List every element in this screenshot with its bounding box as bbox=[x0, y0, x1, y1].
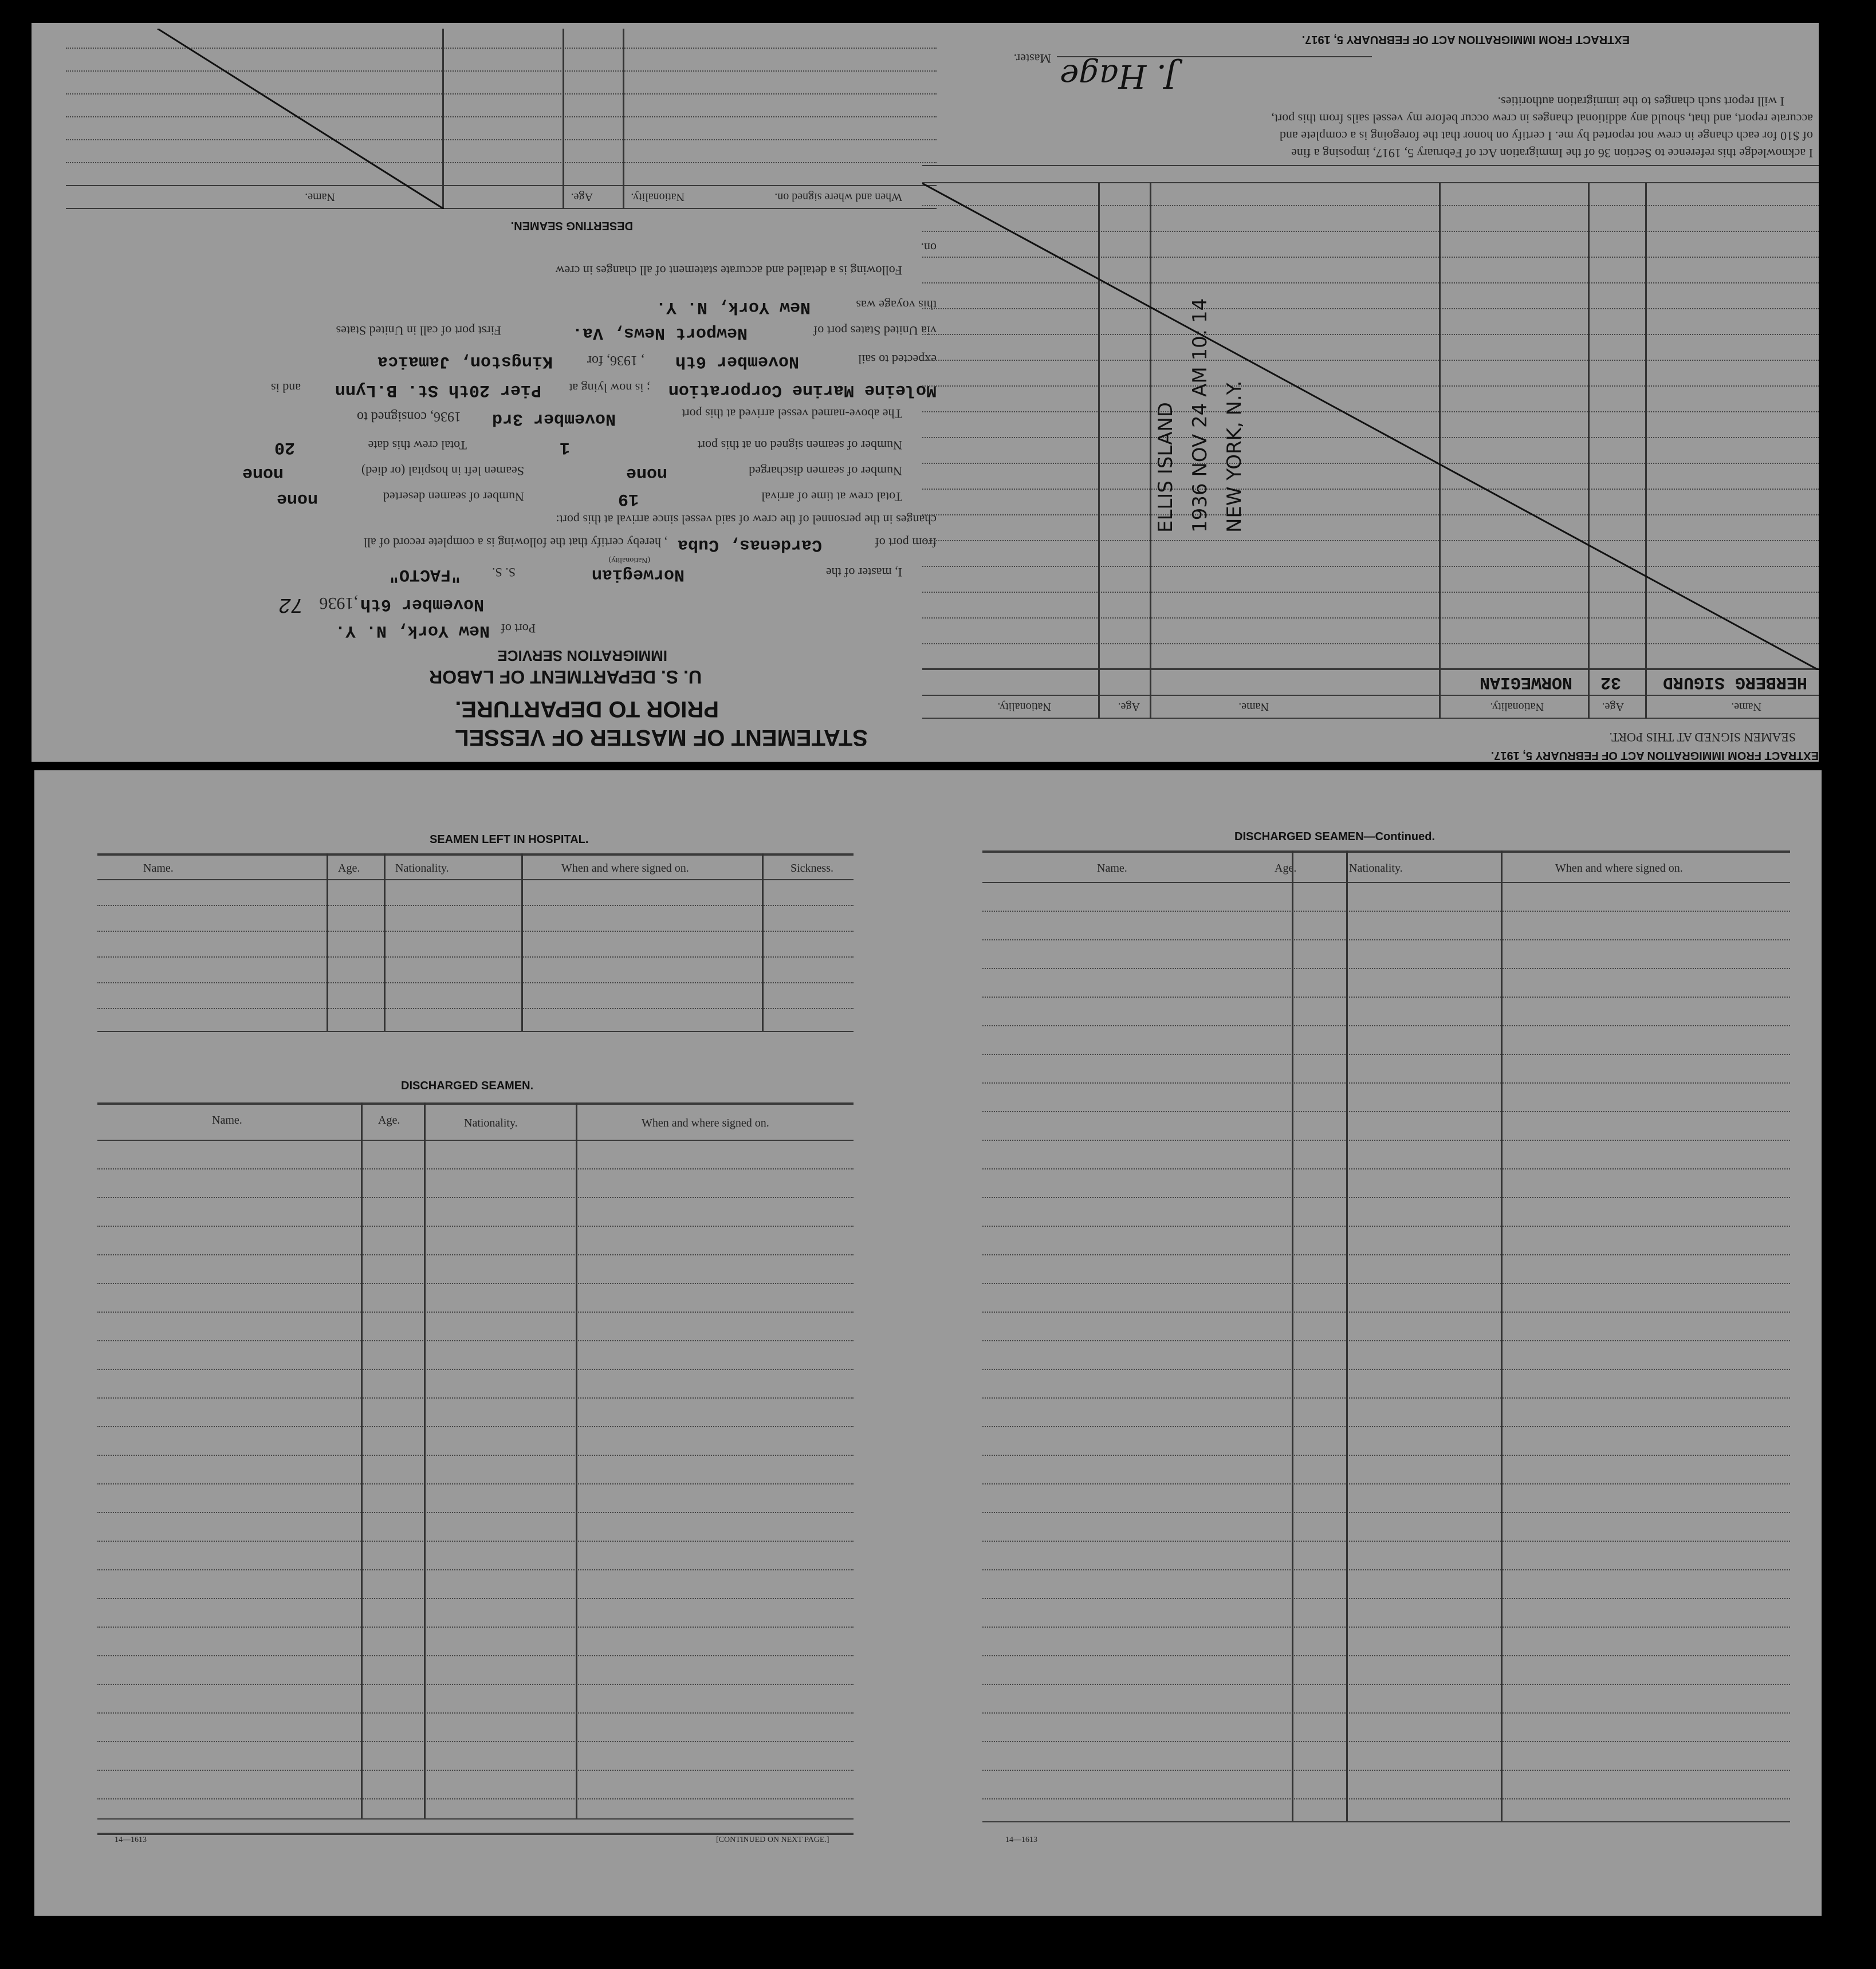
continued-header-nationality: Nationality. bbox=[1349, 862, 1403, 875]
signed-entry-nationality: NORWEGIAN bbox=[1479, 672, 1572, 692]
deserting-header-name: Name. bbox=[305, 191, 335, 203]
left-in-title: SEAMEN LEFT IN HOSPITAL. bbox=[430, 833, 589, 846]
date-value: November 6th bbox=[360, 594, 484, 614]
following-text: Following is a detailed and accurate statement of all changes in crew bbox=[555, 263, 902, 278]
expected-label: expected to sail bbox=[858, 352, 937, 367]
deserting-header-nationality: Nationality. bbox=[631, 191, 685, 203]
stamp-line-3: NEW YORK, N.Y. bbox=[1223, 380, 1246, 533]
first-port-value: New York, N. Y. bbox=[655, 297, 811, 317]
vessel-nationality: Norwegian bbox=[591, 565, 685, 584]
deserting-header-signed-on: When and where signed on. bbox=[774, 191, 902, 203]
voyage-label: this voyage was bbox=[856, 298, 937, 312]
deserting-header-age: Age. bbox=[571, 191, 593, 203]
year-printed: ,1936 bbox=[319, 594, 358, 613]
discharged-header-nationality: Nationality. bbox=[464, 1117, 518, 1129]
left-in-header-nationality: Nationality. bbox=[395, 862, 449, 875]
deserting-title: DESERTING SEAMEN. bbox=[510, 219, 633, 232]
deserted-value: none bbox=[276, 489, 318, 509]
extract-title-visible: EXTRACT FROM IMMIGRATION ACT OF FEBRUARY 5, 1917. bbox=[1301, 33, 1630, 46]
ss-label: S. S. bbox=[492, 565, 516, 580]
hospital-discharged-page bbox=[97, 770, 911, 1916]
ack-line-3: accurate report, and that, should any additional changes in crew occur before my vessel sails from this port, bbox=[1271, 112, 1813, 126]
consigned-text: 1936, consigned to bbox=[357, 409, 461, 424]
following-text-2: on. bbox=[921, 241, 937, 255]
from-port-value: Cardenas, Cuba bbox=[677, 535, 822, 554]
left-in-header-name: Name. bbox=[143, 862, 174, 875]
form-title-line2: PRIOR TO DEPARTURE. bbox=[455, 696, 719, 722]
port-label: Port of bbox=[501, 621, 536, 636]
form-title-line1: STATEMENT OF MASTER OF VESSEL bbox=[455, 725, 868, 750]
total-crew-arrival-value: 19 bbox=[618, 489, 639, 509]
total-crew-date-value: 20 bbox=[274, 438, 295, 457]
signed-at-port-form bbox=[922, 23, 1819, 762]
signed-strikethrough bbox=[922, 183, 1819, 670]
lying-text: ; is now lying at bbox=[569, 381, 650, 395]
consignee-value: Moleine Marine Corporation bbox=[668, 380, 937, 400]
and-is: and is bbox=[271, 381, 301, 395]
top-form-sheet bbox=[32, 23, 1819, 762]
signed-title: SEAMEN SIGNED AT THIS PORT. bbox=[1609, 730, 1796, 745]
extract-title: EXTRACT FROM IMMIGRATION ACT OF FEBRUARY 5, 1917. bbox=[1490, 749, 1819, 762]
service-name: IMMIGRATION SERVICE bbox=[497, 647, 667, 664]
left-in-header-signed-on: When and where signed on. bbox=[561, 862, 689, 875]
nationality-caption: (Nationality) bbox=[608, 556, 650, 564]
signed-header-name-1: Name. bbox=[1731, 700, 1761, 713]
master-signature: J. Hage bbox=[1060, 57, 1177, 94]
discharged-header-name: Name. bbox=[212, 1114, 242, 1127]
arrived-label: The above-named vessel arrived at this port bbox=[682, 407, 902, 421]
discharged-continued-page bbox=[982, 770, 1796, 1916]
continued-header-age: Age. bbox=[1275, 862, 1297, 875]
continued-header-signed-on: When and where signed on. bbox=[1555, 862, 1683, 875]
left-in-header-age: Age. bbox=[338, 862, 360, 875]
for-text: , 1936, for bbox=[587, 353, 644, 368]
signed-header-nationality-1: Nationality. bbox=[1490, 700, 1544, 713]
bottom-form-sheet bbox=[34, 770, 1822, 1916]
sec36-text: Se bbox=[1818, 761, 1819, 762]
signed-header-nationality-2: Nationality. bbox=[997, 700, 1051, 713]
form-number-left: 14—1613 bbox=[115, 1836, 147, 1844]
stamp-line-2: 1936 NOV 24 AM 10: 14 bbox=[1189, 298, 1212, 533]
hospital-label: Seamen left in hospital (or died) bbox=[361, 464, 524, 478]
left-in-header-sickness: Sickness. bbox=[790, 862, 833, 875]
continued-note: [CONTINUED ON NEXT PAGE.] bbox=[716, 1836, 829, 1844]
total-crew-date-label: Total crew this date bbox=[368, 438, 467, 452]
via-label: via United States port of bbox=[813, 324, 937, 338]
total-crew-arrival-label: Total crew at time of arrival bbox=[761, 490, 902, 504]
signed-on-label: Number of seamen signed on at this port bbox=[697, 438, 902, 452]
expected-value: November 6th bbox=[675, 352, 799, 371]
ack-line-2: of $10 for each change in crew not reported by me. I certify on honor that the foregoing is a complete and bbox=[1280, 129, 1813, 143]
signed-entry-name: HERBERG SIGURD bbox=[1662, 672, 1807, 692]
arrived-value: November 3rd bbox=[491, 409, 616, 428]
stamp-line-1: ELLIS ISLAND bbox=[1154, 402, 1177, 533]
destination-value: Kingston, Jamaica bbox=[377, 352, 553, 371]
ack-line-4: I will report such changes to the immigration authorities. bbox=[1497, 94, 1784, 109]
from-port-label: from port of bbox=[875, 535, 937, 550]
hospital-value: none bbox=[242, 463, 284, 483]
ack-line-1: I acknowledge this reference to Section 36 of the Immigration Act of February 5, 1917, imposing a fine bbox=[1291, 146, 1813, 160]
discharged-header-age: Age. bbox=[378, 1114, 400, 1127]
master-label: Master. bbox=[1013, 52, 1051, 66]
discharged-title: DISCHARGED SEAMEN. bbox=[401, 1080, 534, 1092]
deserting-strikethrough bbox=[66, 29, 444, 209]
ellis-island-stamp bbox=[1154, 298, 1246, 533]
signed-header-age-2: Age. bbox=[1118, 700, 1140, 713]
signed-header-age-1: Age. bbox=[1602, 700, 1624, 713]
certify-text: , hereby certify that the following is a complete record of all bbox=[363, 535, 667, 550]
via-value: Newport News, Va. bbox=[572, 323, 748, 342]
form-number-right: 14—1613 bbox=[1005, 1836, 1037, 1844]
signed-entry-age: 32 bbox=[1600, 672, 1621, 692]
signed-header-name-2: Name. bbox=[1238, 700, 1269, 713]
discharged-header-signed-on: When and where signed on. bbox=[642, 1117, 769, 1129]
discharged-value: none bbox=[626, 463, 667, 483]
changes-text: changes in the personnel of the crew of said vessel since arrival at this port: bbox=[556, 513, 937, 527]
vessel-name: "FACTO" bbox=[388, 565, 461, 584]
discharged-continued-title: DISCHARGED SEAMEN—Continued. bbox=[1234, 830, 1435, 843]
continued-header-name: Name. bbox=[1097, 862, 1127, 875]
first-port-label: First port of call in United States bbox=[336, 324, 501, 338]
signed-on-value: 1 bbox=[559, 438, 570, 457]
port-value: New York, N. Y. bbox=[335, 621, 490, 640]
deserted-label: Number of seamen deserted bbox=[383, 490, 524, 504]
department-name: U. S. DEPARTMENT OF LABOR bbox=[429, 667, 702, 687]
page-number: 72 bbox=[278, 593, 304, 616]
pier-value: Pier 20th St. B.Lynn bbox=[335, 380, 541, 400]
master-statement-form bbox=[66, 29, 937, 762]
discharged-label: Number of seamen discharged bbox=[749, 464, 902, 478]
master-prefix: I, master of the bbox=[825, 565, 902, 580]
